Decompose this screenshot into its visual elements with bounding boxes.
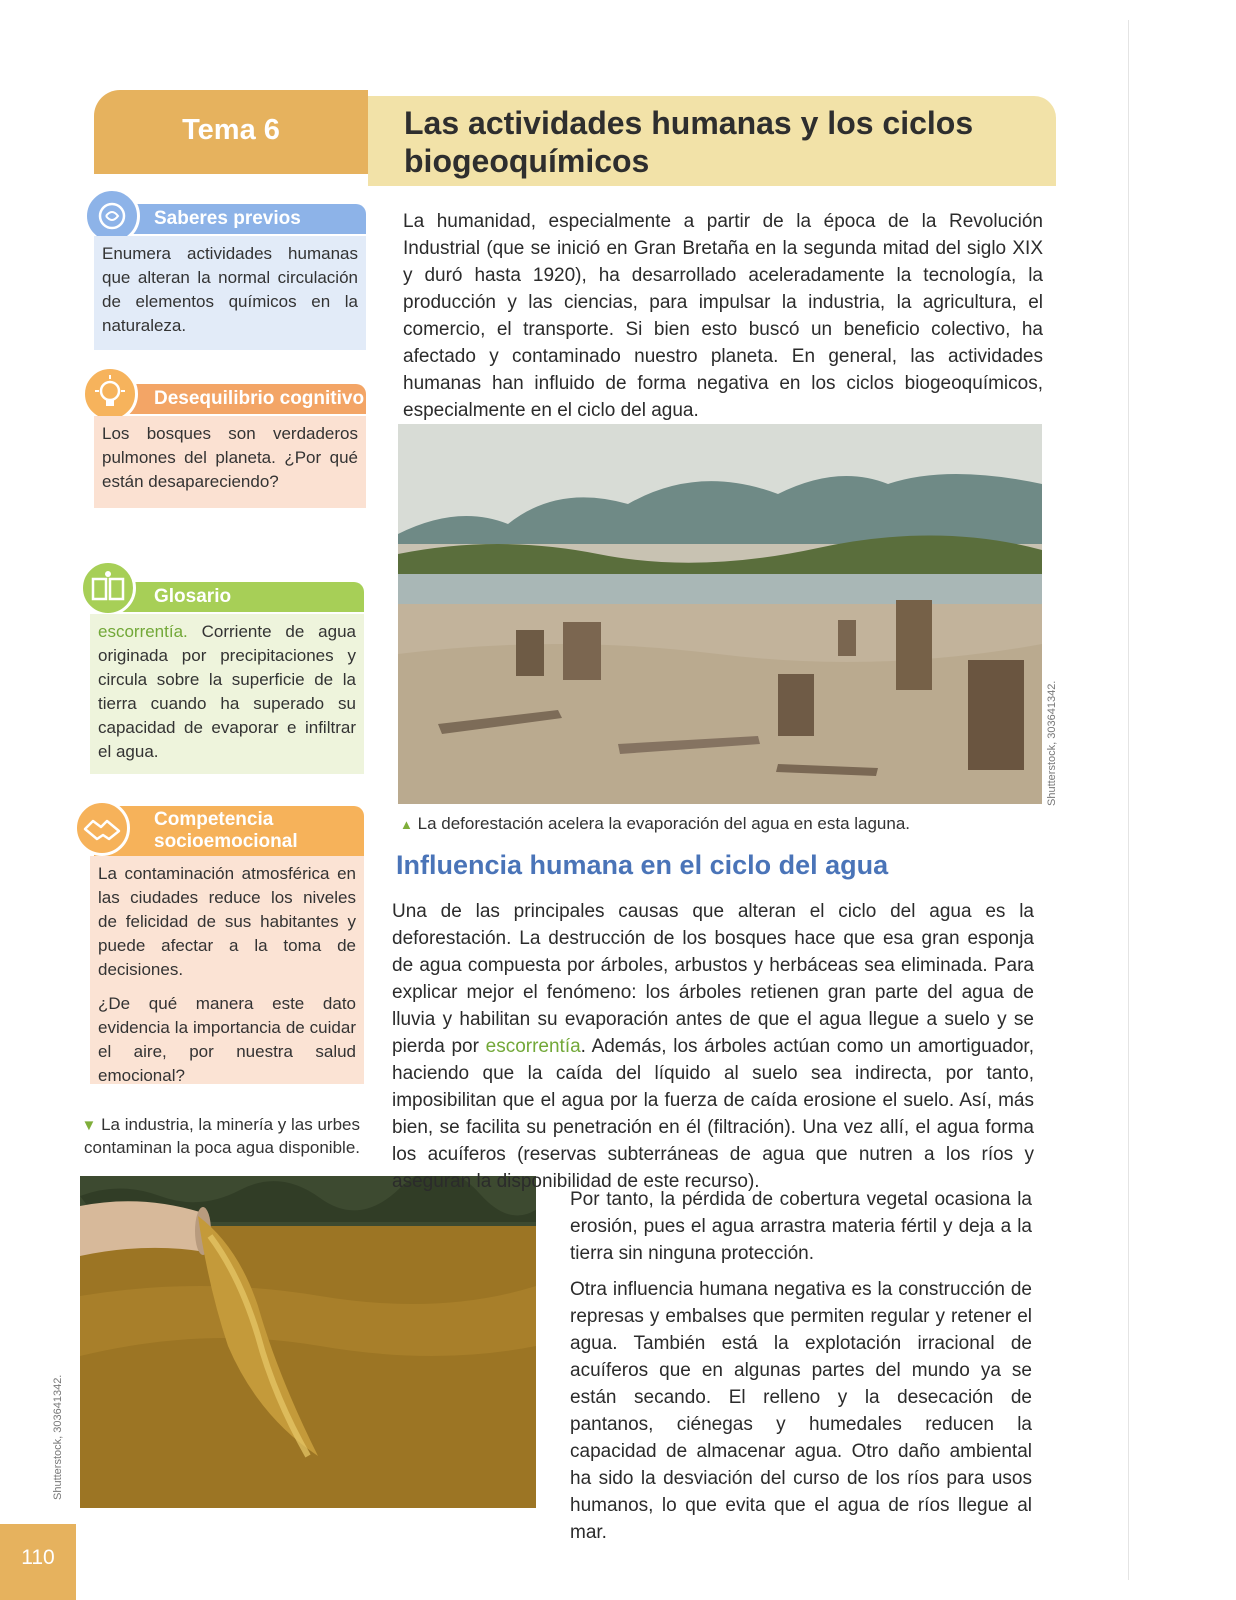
page-title: Las actividades humanas y los ciclos biogeoquímicos — [404, 105, 974, 179]
caption-triangle-icon: ▼ — [81, 1117, 97, 1134]
lake-caption — [400, 814, 910, 834]
page-number-box — [0, 1524, 76, 1600]
competencia-socioemocional-text — [90, 856, 364, 1084]
theme-label-band — [94, 90, 368, 174]
theme-label: Tema 6 — [182, 114, 280, 146]
glossary-term: escorrentía. — [98, 622, 188, 641]
p1-text-before: Una de las principales causas que alteran el ciclo del agua es la deforestación. La destrucción de los bosques hace que esa gran esponja de agua compuesta por árboles, arbustos y herbáceas sea eliminada. Para explicar mejor el fenómeno: los árboles retienen gran parte del agua de lluvia y habilitan su evaporación antes de que el agua llegue a suelo y se pierda por — [392, 901, 1034, 1057]
glosario-text — [90, 614, 364, 774]
lightbulb-icon — [82, 366, 138, 422]
competencia-text-1: La contaminación atmosférica en las ciudades reduce los niveles de felicidad de sus habitantes y puede afectar a la toma de decisiones. — [98, 864, 356, 979]
desequilibrio-cognitivo-text: Los bosques son verdaderos pulmones del planeta. ¿Por qué están desapareciendo? — [94, 416, 366, 508]
polluted-water-photo — [80, 1176, 536, 1508]
page-edge-line — [1128, 20, 1129, 1580]
photo-credit-left: Shutterstock, 303641342. — [52, 1374, 64, 1500]
competencia-text-2: ¿De qué manera este dato evidencia la importancia de cuidar el aire, por nuestra salud emocional? — [98, 994, 356, 1085]
pollution-caption-text: La industria, la minería y las urbes contaminan la poca agua disponible. — [84, 1115, 360, 1157]
section-paragraph-3: Otra influencia humana negativa es la construcción de represas y embalses que permiten regular y retener el agua. También está la explotación irracional de acuíferos que en algunas partes del mundo ya se están secando. El relleno y la desecación de pantanos, ciénegas y humedales reducen la capacidad de almacenar agua. Otro daño ambiental ha sido la desviación del curso de los ríos para usos humanos, lo que evita que el agua de ríos llegue al mar. — [570, 1279, 1032, 1543]
dried-lake-photo — [398, 424, 1042, 804]
lake-caption-text: La deforestación acelera la evaporación del agua en esta laguna. — [417, 814, 911, 833]
caption-triangle-icon: ▲ — [400, 817, 413, 832]
title-band — [368, 96, 1056, 186]
saberes-previos-title: Saberes previos — [94, 204, 366, 234]
section-paragraph-1 — [392, 898, 1034, 1195]
desequilibrio-cognitivo-title: Desequilibrio cognitivo — [94, 384, 366, 414]
glossary-term-link[interactable]: escorrentía — [485, 1036, 581, 1057]
glossary-definition: Corriente de agua originada por precipitaciones y circula sobre la superficie de la tierra cuando ha superado su capacidad de evaporar e infiltrar el agua. — [98, 622, 356, 761]
section-heading: Influencia humana en el ciclo del agua — [396, 850, 889, 880]
saberes-previos-text: Enumera actividades humanas que alteran la normal circulación de elementos químicos en la naturaleza. — [94, 236, 366, 350]
glosario-title: Glosario — [94, 582, 364, 612]
page-number: 110 — [21, 1546, 55, 1569]
section-paragraph-2: Por tanto, la pérdida de cobertura vegetal ocasiona la erosión, pues el agua arrastra materia fértil y deja a la tierra sin ninguna protección. — [570, 1189, 1032, 1264]
competencia-title-line1: Competencia — [154, 809, 274, 830]
pollution-caption — [80, 1114, 360, 1159]
open-book-icon — [80, 560, 136, 616]
intro-paragraph: La humanidad, especialmente a partir de la época de la Revolución Industrial (que se inició en Gran Bretaña en la segunda mitad del siglo XIX y duró hasta 1920), ha desarrollado aceleradamente la tecnología, la producción y las ciencias, para impulsar la industria, la agricultura, el comercio, el transporte. Si bien esto buscó un beneficio colectivo, ha afectado y contaminado nuestro planeta. En general, las actividades humanas han influido de forma negativa en los ciclos biogeoquímicos, especialmente en el ciclo del agua. — [403, 211, 1043, 421]
competencia-socioemocional-title — [94, 806, 364, 856]
handshake-icon — [74, 800, 130, 856]
competencia-title-line2: socioemocional — [154, 831, 298, 852]
p1-text-after: . Además, los árboles actúan como un amortiguador, haciendo que la caída del líquido al suelo sea indirecta, por tanto, imposibilitan que el agua por la fuerza de caída erosione el suelo. Así, más bien, se facilita su penetración en él (filtración). Una vez allí, el agua forma los acuíferos (reservas subterráneas de agua que nutren a los ríos y aseguran la disponibilidad de este recurso). — [392, 1036, 1034, 1192]
photo-credit-right: Shutterstock, 303641342. — [1046, 680, 1058, 806]
